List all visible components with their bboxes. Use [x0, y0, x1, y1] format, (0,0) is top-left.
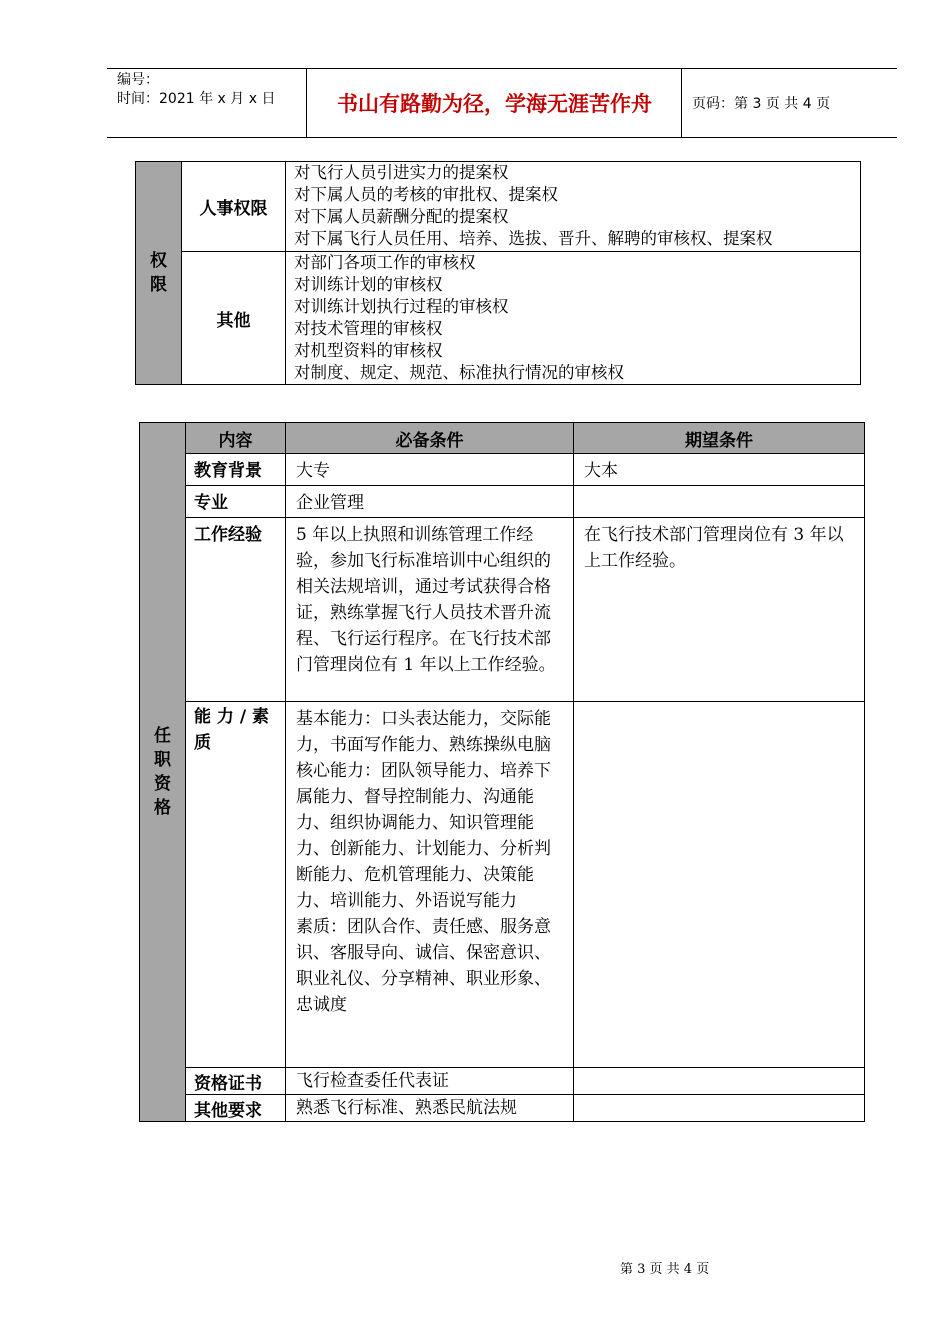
list-item: 对制度、规定、规范、标准执行情况的审核权: [294, 363, 624, 382]
list-item: 对训练计划的审核权: [294, 275, 443, 294]
row-label: 资格证书: [186, 1068, 286, 1095]
footer-page-number: 第 3 页 共 4 页: [620, 1262, 710, 1277]
required-cell: 飞行检查委任代表证: [286, 1068, 574, 1095]
required-cell: 熟悉飞行标准、熟悉民航法规: [286, 1095, 574, 1122]
page-header: [107, 68, 897, 138]
number-label: 编号：: [117, 72, 159, 88]
list-item: 对技术管理的审核权: [294, 319, 443, 338]
table-row: [140, 702, 865, 1068]
authority-section-label: 权 限: [136, 162, 182, 385]
row-label: 其他要求: [186, 1095, 286, 1122]
header-motto: 书山有路勤为径，学海无涯苦作舟: [308, 69, 682, 137]
list-item: 对训练计划执行过程的审核权: [294, 297, 509, 316]
desired-cell: 大本: [574, 454, 865, 486]
table-row: [140, 1068, 865, 1095]
qualifications-section-label: 任 职 资 格: [140, 423, 186, 1122]
required-cell: 基本能力：口头表达能力，交际能力，书面写作能力、熟练操纵电脑 核心能力：团队领导能力、培养下属能力、督导控制能力、沟通能力、组织协调能力、知识管理能力、创新能力、计划能力、分析判断能力、危机管理能力、决策能力、培训能力、外语说写能力 素质：团队合作、责任感、服务意识、客服导向、诚信、保密意识、职业礼仪、分享精神、职业形象、忠诚度: [286, 702, 574, 1068]
col-header-desired: 期望条件: [574, 423, 865, 454]
table-row: [140, 486, 865, 518]
list-item: 对飞行人员引进实力的提案权: [294, 163, 509, 182]
table-row: [140, 518, 865, 702]
other-authority-list: [286, 252, 861, 385]
header-meta: [107, 69, 307, 137]
row-label: 工作经验: [186, 518, 286, 702]
page-footer: [0, 1258, 950, 1277]
col-header-required: 必备条件: [286, 423, 574, 454]
required-cell: 5 年以上执照和训练管理工作经验，参加飞行标准培训中心组织的相关法规培训，通过考试获得合格证，熟练掌握飞行人员技术晋升流程、飞行运行程序。在飞行技术部门管理岗位有 1 年以上工作经验。: [286, 518, 574, 702]
desired-cell: [574, 1068, 865, 1095]
desired-cell: [574, 1095, 865, 1122]
table-row: [140, 454, 865, 486]
qualifications-table: [139, 422, 865, 1122]
required-cell: 企业管理: [286, 486, 574, 518]
col-header-content: 内容: [186, 423, 286, 454]
list-item: 对下属人员薪酬分配的提案权: [294, 207, 509, 226]
time-label: 时间：2021 年 x 月 x 日: [117, 91, 276, 107]
row-label: 能 力 / 素 质: [186, 702, 286, 1068]
list-item: 对下属飞行人员任用、培养、选拔、晋升、解聘的审核权、提案权: [294, 229, 773, 248]
list-item: 对机型资料的审核权: [294, 341, 443, 360]
other-authority-label: 其他: [182, 252, 286, 385]
list-item: 对部门各项工作的审核权: [294, 253, 476, 272]
required-cell: 大专: [286, 454, 574, 486]
desired-cell: [574, 702, 865, 1068]
row-label: 教育背景: [186, 454, 286, 486]
desired-cell: [574, 486, 865, 518]
table-row: [140, 1095, 865, 1122]
list-item: 对下属人员的考核的审批权、提案权: [294, 185, 558, 204]
personnel-authority-label: 人事权限: [182, 162, 286, 252]
desired-cell: 在飞行技术部门管理岗位有 3 年以上工作经验。: [574, 518, 865, 702]
row-label: 专业: [186, 486, 286, 518]
personnel-authority-list: [286, 162, 861, 252]
header-page-number: 页码：第 3 页 共 4 页: [692, 96, 831, 112]
authority-table: [135, 161, 861, 385]
